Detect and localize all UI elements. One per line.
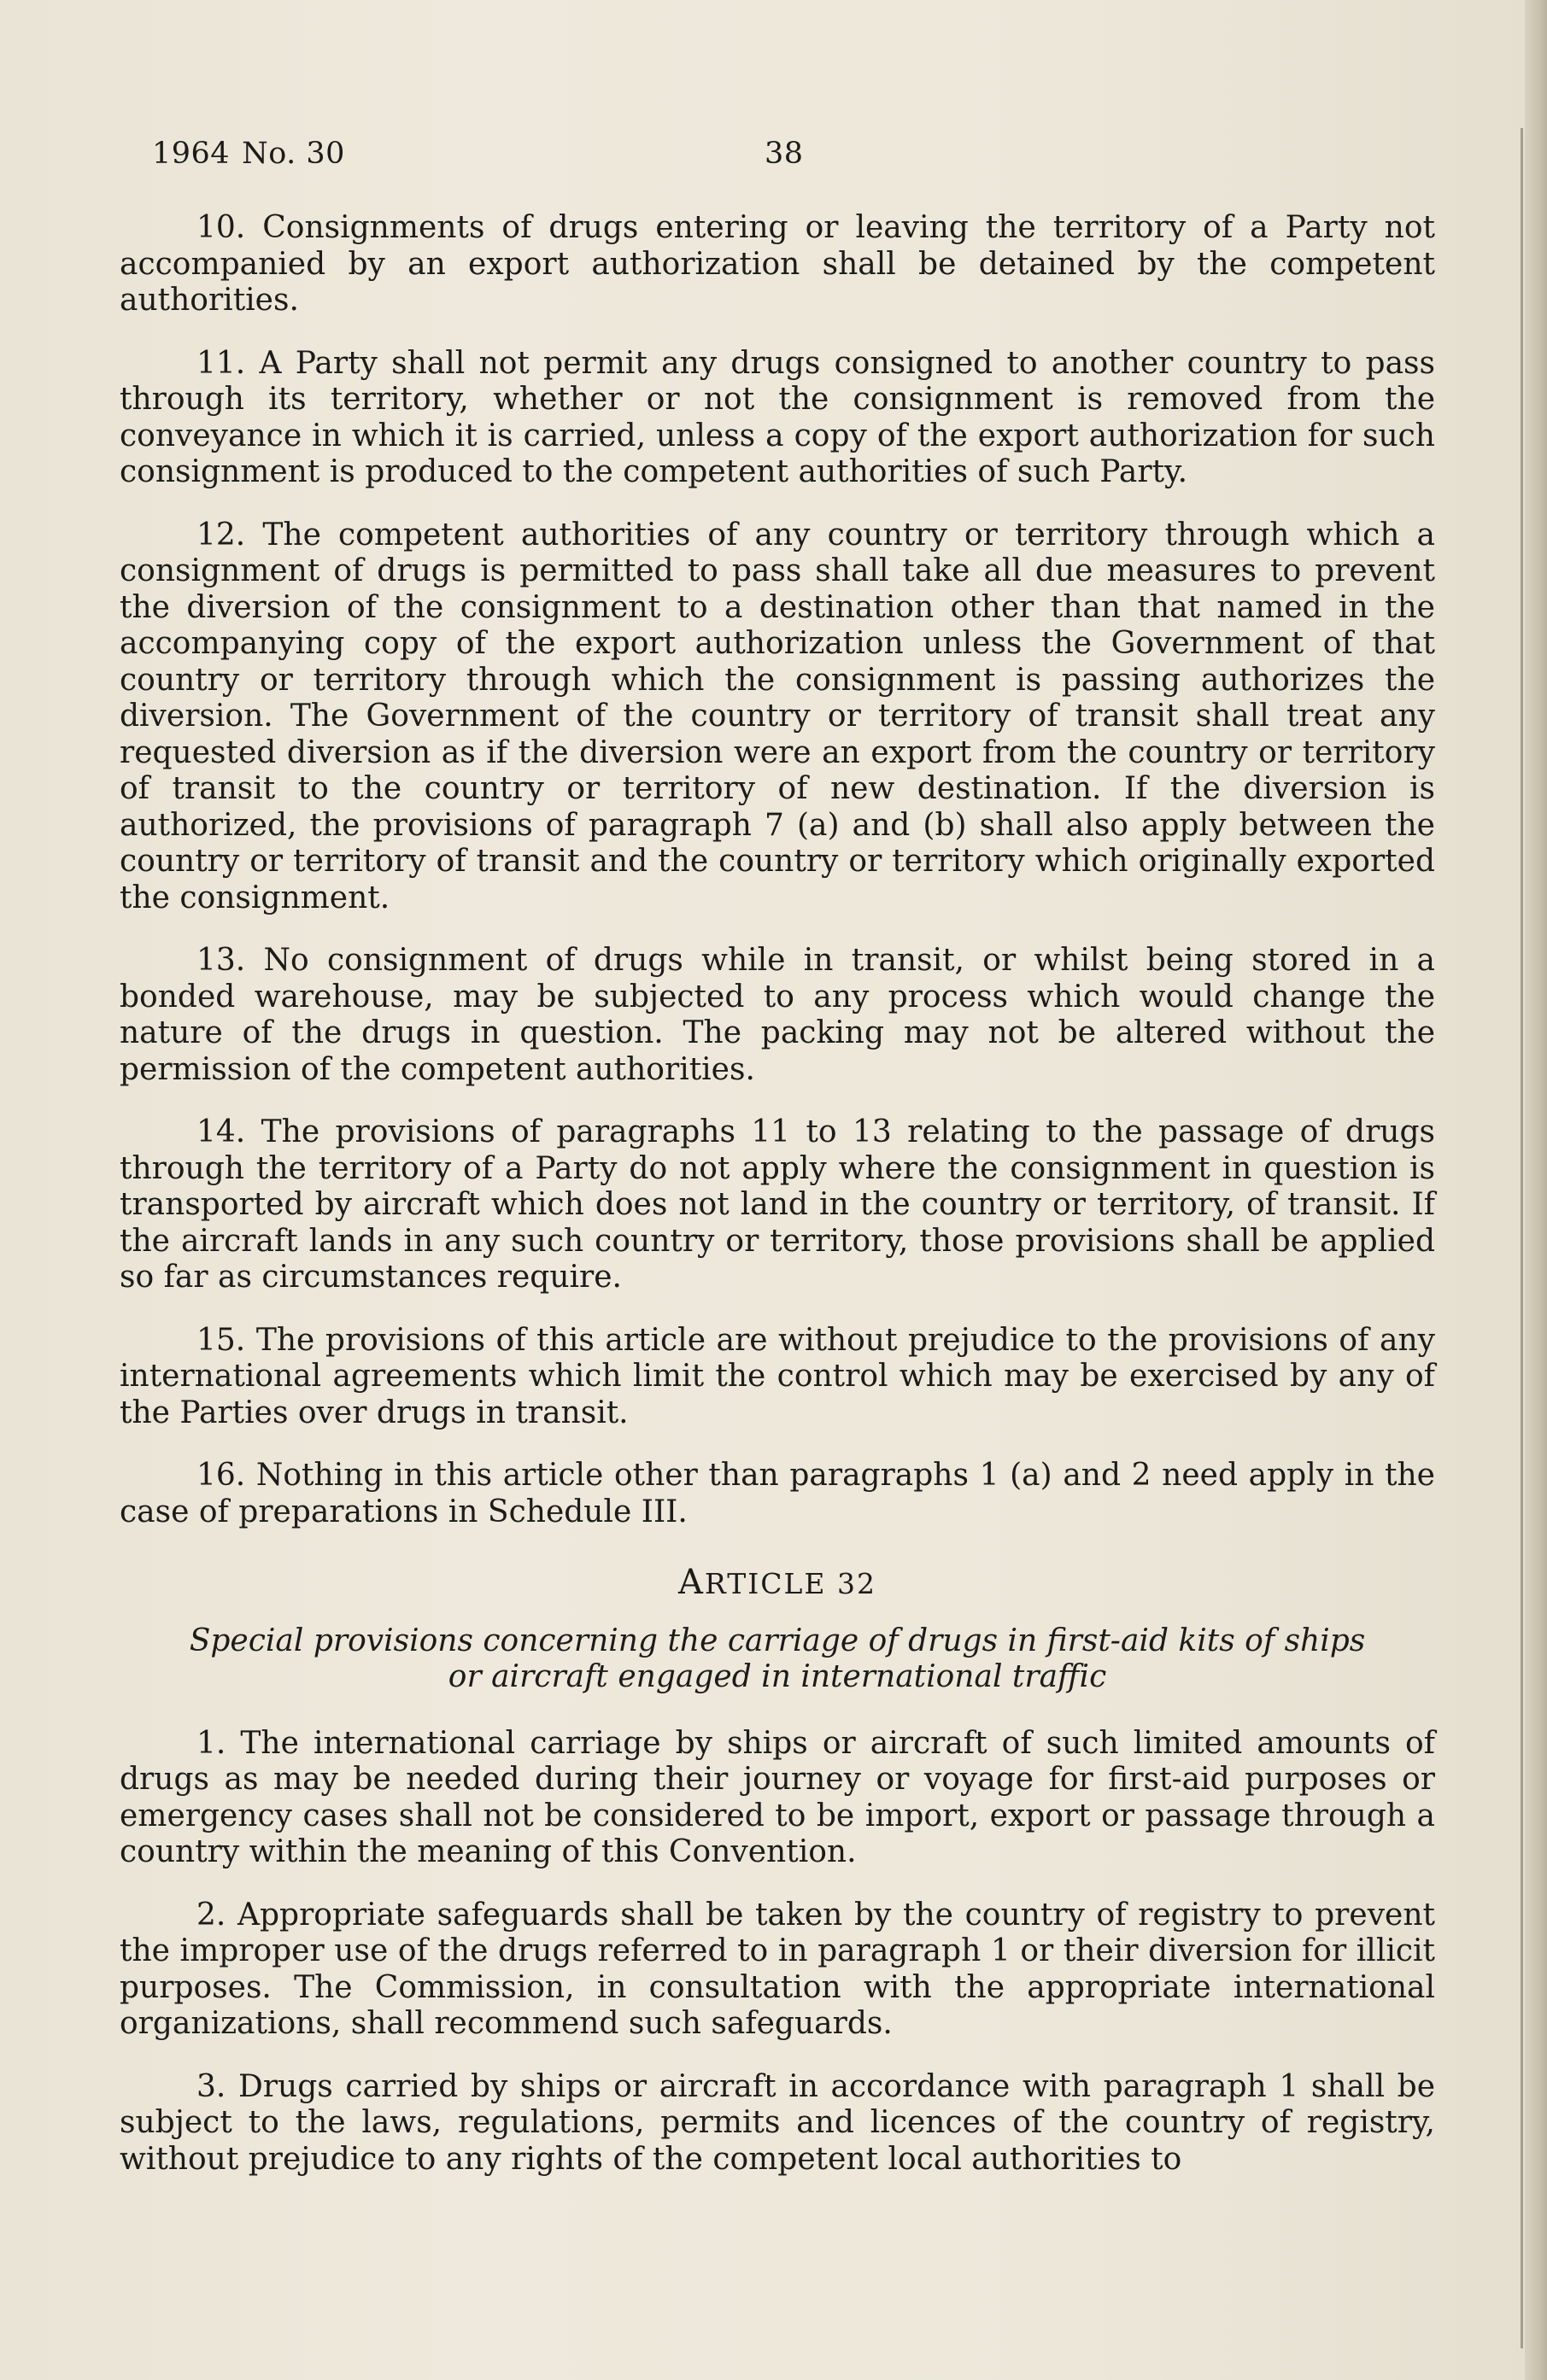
paragraph-15: 15. The provisions of this article are without prejudice to the provisions of any international agreements which limit the control which may be exercised by any of the Parties over drugs in transit. xyxy=(120,1322,1435,1430)
article-subtitle: Special provisions concerning the carriage of drugs in first-aid kits of ships or aircraft engaged in international traffic xyxy=(189,1623,1366,1694)
paragraph-13: 13. No consignment of drugs while in transit, or whilst being stored in a bonded warehouse, may be subjected to any process which would change the nature of the drugs in question. The packing may not be altered without the permission of the competent authorities. xyxy=(120,943,1435,1087)
article-heading-rest: RTICLE 32 xyxy=(704,1567,876,1600)
binding-shadow xyxy=(1521,128,1523,2348)
paragraph-14: 14. The provisions of paragraphs 11 to 13 relating to the passage of drugs through the territory of a Party do not apply where the consignment in question is transported by aircraft which does not land in the country or territory, of transit. If the aircraft lands in any such country or territory, those provisions shall be applied so far as circumstances require. xyxy=(120,1114,1435,1295)
article-32-paragraph-2: 2. Appropriate safeguards shall be taken by the country of registry to prevent the improper use of the drugs referred to in paragraph 1 or their diversion for illicit purposes. The Commission, in consultation with the appropriate international organizations, shall recommend such safeguards. xyxy=(120,1897,1435,2041)
paragraph-16: 16. Nothing in this article other than paragraphs 1 (a) and 2 need apply in the case of preparations in Schedule III. xyxy=(120,1458,1435,1529)
article-heading-initial: A xyxy=(678,1563,705,1602)
paragraph-10: 10. Consignments of drugs entering or leaving the territory of a Party not accompanied by an export authorization shall be detained by the competent authorities. xyxy=(120,210,1435,318)
binding-edge xyxy=(1525,0,1547,2380)
article-32-paragraph-3: 3. Drugs carried by ships or aircraft in accordance with paragraph 1 shall be subject to the laws, regulations, permits and licences of the country of registry, without prejudice to any rights of the competent local authorities to xyxy=(120,2068,1435,2177)
paragraph-12: 12. The competent authorities of any country or territory through which a consignment of drugs is permitted to pass shall take all due measures to prevent the diversion of the consignment to a destination other than that named in the accompanying copy of the export authorization unless the Government of that country or territory through which the consignment is passing authorizes the diversion. The Government of the country or territory of transit shall treat any requested diversion as if the diversion were an export from the country or territory of transit to the country or territory of new destination. If the diversion is authorized, the provisions of paragraph 7 (a) and (b) shall also apply between the country or territory of transit and the country or territory which originally exported the consignment. xyxy=(120,517,1435,915)
article-heading xyxy=(120,1564,1435,1603)
article-32-paragraph-1: 1. The international carriage by ships or aircraft of such limited amounts of drugs as may be needed during their journey or voyage for first-aid purposes or emergency cases shall not be considered to be import, export or passage through a country within the meaning of this Convention. xyxy=(120,1725,1435,1869)
page-body xyxy=(120,210,1435,2204)
page-header xyxy=(152,137,804,171)
header-number: No. 30 xyxy=(242,137,345,171)
paragraph-11: 11. A Party shall not permit any drugs consigned to another country to pass through its territory, whether or not the consignment is removed from the conveyance in which it is carried, unless a copy of the export authorization for such consignment is produced to the competent authorities of such Party. xyxy=(120,345,1435,489)
page-number: 38 xyxy=(765,137,804,171)
header-year: 1964 xyxy=(152,137,231,171)
